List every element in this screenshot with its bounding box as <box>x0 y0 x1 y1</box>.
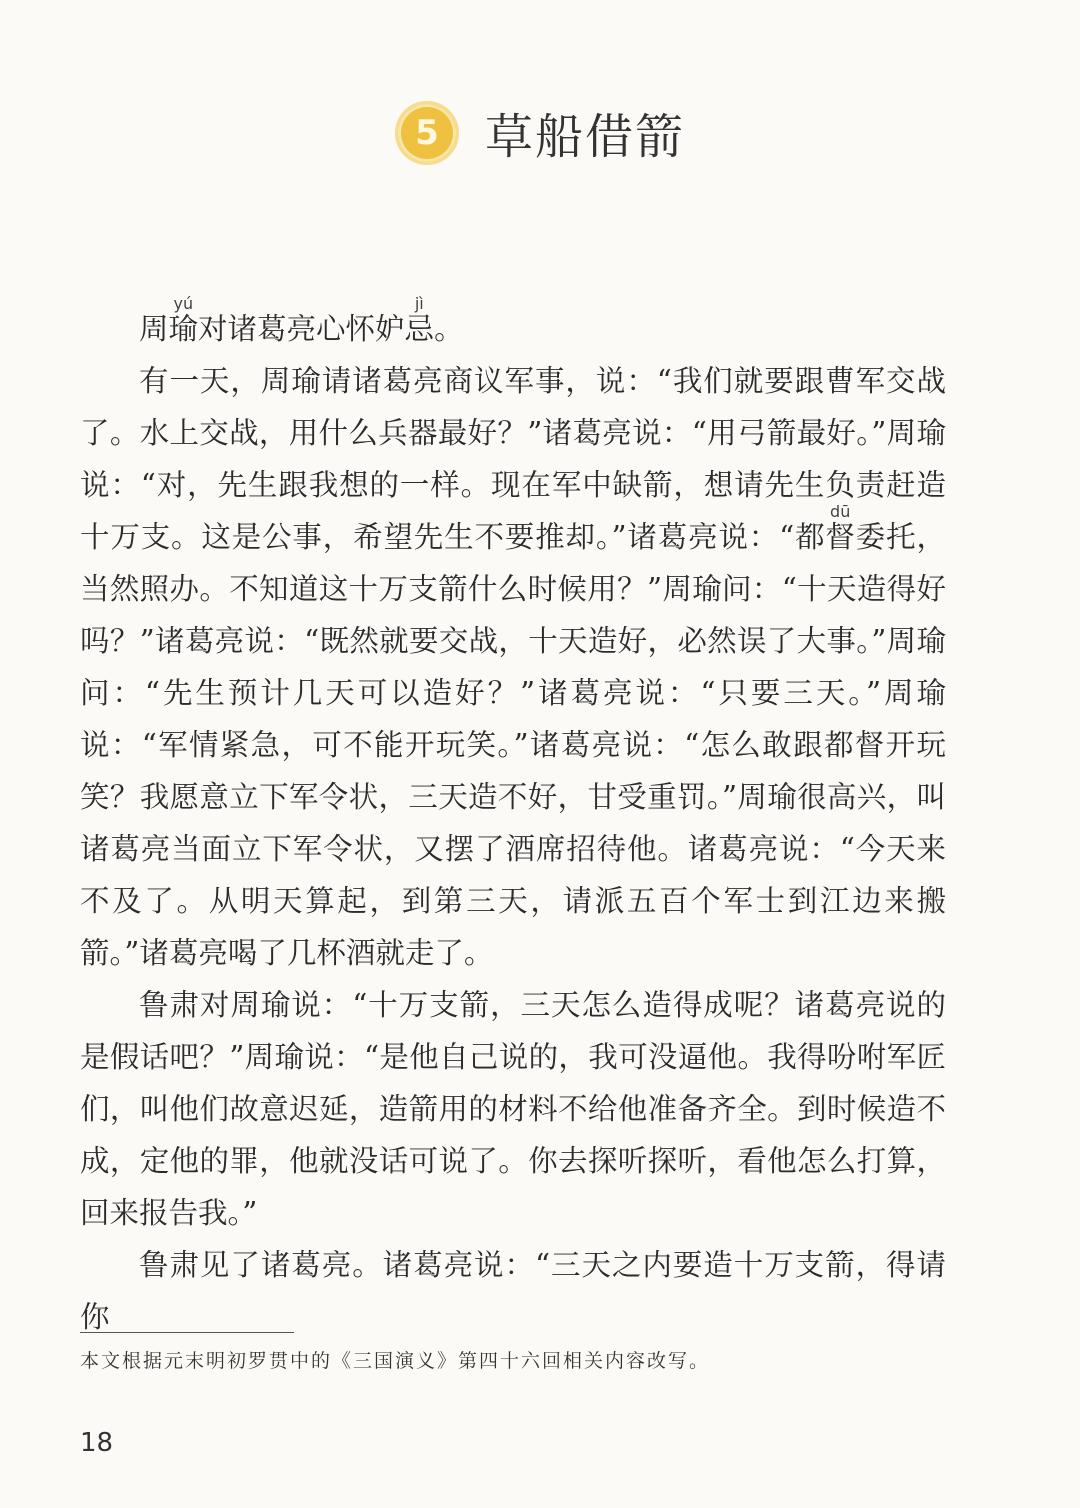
lesson-title: 草船借箭 <box>484 109 685 165</box>
ruby-du-base: 督 <box>825 520 856 554</box>
paragraph-4: 鲁肃见了诸葛亮。诸葛亮说：“三天之内要造十万支箭，得请你 <box>80 1248 946 1334</box>
ruby-ji-base: 忌 <box>404 312 435 346</box>
p2-text-pre: 有一天，周瑜请诸葛亮商议军事，说：“我们就要跟曹军交战了。水上交战，用什么兵器最好？”诸葛亮说：“用弓箭最好。”周瑜说：“对，先生跟我想的一样。现在军中缺箭，想请先生负责赶造十万支。这是公事，希望先生不要推却。”诸葛亮说：“都 <box>80 364 946 554</box>
p1-text-mid: 对诸葛亮心怀妒 <box>198 312 405 346</box>
paragraph-2 <box>80 355 946 979</box>
ruby-yu-base: 瑜 <box>168 312 199 346</box>
paragraph-3: 鲁肃对周瑜说：“十万支箭，三天怎么造得成呢？诸葛亮说的是假话吧？”周瑜说：“是他自己说的，我可没逼他。我得吩咐军匠们，叫他们故意迟延，造箭用的材料不给他准备齐全。到时候造不成，定他的罪，他就没话可说了。你去探听探听，看他怎么打算，回来报告我。” <box>80 988 946 1230</box>
ruby-ji-pinyin: jì <box>404 294 435 313</box>
paragraph-1 <box>80 296 946 355</box>
lesson-number-badge: 5 <box>395 101 459 165</box>
ruby-yu <box>168 294 199 346</box>
p1-text-post: 。 <box>434 312 464 346</box>
p1-text-pre: 周 <box>139 312 169 346</box>
footnote-divider <box>80 1332 294 1333</box>
ruby-du-pinyin: dū <box>825 502 855 521</box>
ruby-ji <box>404 294 435 346</box>
lesson-header <box>0 98 1080 167</box>
ruby-yu-pinyin: yú <box>168 294 199 313</box>
page-number: 18 <box>80 1428 114 1458</box>
lesson-body <box>80 296 946 1343</box>
p2-text-post: 委托，当然照办。不知道这十万支箭什么时候用？”周瑜问：“十天造得好吗？”诸葛亮说：“既然就要交战，十天造好，必然误了大事。”周瑜问：“先生预计几天可以造好？”诸葛亮说：“只要三天。”周瑜说：“军情紧急，可不能开玩笑。”诸葛亮说：“怎么敢跟都督开玩笑？我愿意立下军令状，三天造不好，甘受重罚。”周瑜很高兴，叫诸葛亮当面立下军令状，又摆了酒席招待他。诸葛亮说：“今天来不及了。从明天算起，到第三天，请派五百个军士到江边来搬箭。”诸葛亮喝了几杯酒就走了。 <box>80 520 946 970</box>
footnote: 本文根据元末明初罗贯中的《三国演义》第四十六回相关内容改写。 <box>80 1350 711 1372</box>
ruby-du <box>825 502 856 554</box>
